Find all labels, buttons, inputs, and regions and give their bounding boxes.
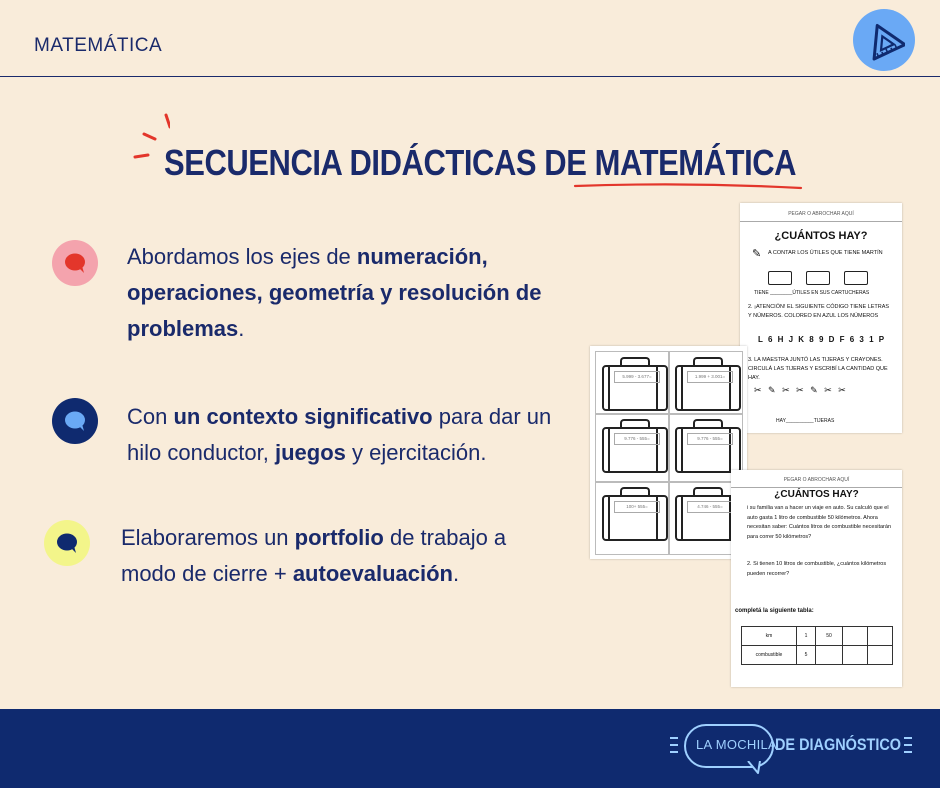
table-cell <box>868 646 893 665</box>
suitcase-card <box>598 415 674 475</box>
speech-bubble-icon <box>55 531 79 555</box>
suitcase-card-label: 1.999 + 3.001= <box>687 371 733 383</box>
worksheet3-caption: completá la siguiente tabla: <box>735 608 814 614</box>
bullet-3-segment: portfolio <box>294 525 384 550</box>
bullet-1-segment: numeración, operaciones, geometría y resolución de problemas <box>127 244 542 341</box>
suitcase-card <box>598 483 674 543</box>
worksheet-preview-1 <box>740 203 902 433</box>
bullet-1-segment: . <box>238 316 245 341</box>
pencil-cases <box>764 263 874 285</box>
pencil-icon: ✎ <box>752 248 762 260</box>
set-square-icon <box>863 19 905 61</box>
table-cell <box>843 627 868 646</box>
worksheet3-p1: i su familia van a hacer un viaje en auto. Su calculó que el auto gasta 1 litro de combustible 50 kilómetros. Ahora necesitan saber: Cuántos litros de combustible necesitarán para correr 50 kilómetros? <box>747 505 891 540</box>
bullet-2-segment: un contexto significativo <box>173 404 433 429</box>
table-cell <box>868 627 893 646</box>
suitcase-card <box>671 353 747 413</box>
bullet-text-3 <box>121 520 551 592</box>
worksheet3-title: ¿CUÁNTOS HAY? <box>774 489 859 500</box>
bullet-3-segment: autoevaluación <box>292 561 453 586</box>
bullet-3-segment: . <box>452 561 460 586</box>
bullet-text-1 <box>127 239 577 347</box>
suitcase-card-label: 5.999 - 3.677= <box>614 371 660 383</box>
page-title <box>164 142 796 184</box>
speech-bubble-icon <box>63 251 87 275</box>
bullet-icon-3 <box>44 520 90 566</box>
title-underline <box>573 180 803 192</box>
worksheet1-q3b: HAY__________TIJERAS <box>776 418 835 424</box>
bullet-icon-1 <box>52 240 98 286</box>
suitcase-card-label: 9.776 - 555= <box>614 433 660 445</box>
title-part1: SECUENCIA DIDÁCTICAS DE <box>164 142 595 183</box>
table-cell <box>843 646 868 665</box>
worksheet3-p2: 2. Si tienen 10 litros de combustible, ¿cuántos kilómetros pueden recorrer? <box>747 561 887 577</box>
table-cell: km <box>742 627 797 646</box>
bullet-1-segment: Abordamos los ejes de <box>127 244 357 269</box>
suitcase-card-label: 4.746 - 555= <box>687 501 733 513</box>
worksheet1-q2: 2. ¡ATENCIÓN! EL SIGUIENTE CÓDIGO TIENE LETRAS Y NÚMEROS. COLOREO EN AZUL LOS NÚMEROS <box>748 304 890 319</box>
worksheet1-q1b: TIENE ________ÚTILES EN SUS CARTUCHERAS <box>754 290 870 296</box>
bullet-2-segment: para dar un hilo conductor, <box>127 404 552 465</box>
table-cell: 5 <box>797 646 816 665</box>
table-cell <box>816 646 843 665</box>
brand-right-text: DE DIAGNÓSTICO <box>775 735 902 754</box>
brand-dash-right <box>902 730 916 760</box>
scissors-row: ✂ ✎ ✂ ✂ ✎ ✂ ✂ <box>754 385 848 395</box>
bullet-text-2 <box>127 399 557 471</box>
brand-dash-left <box>668 730 682 760</box>
subject-label: MATEMÁTICA <box>34 35 163 56</box>
bullet-2-segment: juegos <box>274 440 346 465</box>
logo-badge <box>853 9 915 71</box>
bullet-2-segment: y ejercitación. <box>345 440 487 465</box>
table-cell: 1 <box>797 627 816 646</box>
brand-left-text: LA MOCHILA <box>696 737 778 752</box>
page-title-block <box>130 110 810 200</box>
suitcase-card-label: 100+ 555= <box>614 501 660 513</box>
bullet-icon-2 <box>52 398 98 444</box>
worksheet1-q3: 3. LA MAESTRA JUNTÓ LAS TIJERAS Y CRAYONES. CIRCULÁ LAS TIJERAS Y ESCRIBÍ LA CANTIDAD QUE HAY. <box>748 357 888 381</box>
worksheet3-header: PEGAR O ABROCHAR AQUÍ <box>731 477 902 488</box>
suitcase-card-label: 9.776 - 555= <box>687 433 733 445</box>
suitcase-card <box>671 415 747 475</box>
worksheet1-title: ¿CUÁNTOS HAY? <box>774 230 868 242</box>
header-bar <box>0 0 940 77</box>
bubble-tail <box>746 761 766 775</box>
worksheet1-q1: A CONTAR LOS ÚTILES QUE TIENE MARTÍN <box>768 250 883 256</box>
worksheet1-header: PEGAR O ABROCHAR AQUÍ <box>740 211 902 222</box>
speech-bubble-icon <box>63 409 87 433</box>
brand-logo <box>676 724 916 772</box>
table-cell: combustible <box>742 646 797 665</box>
bullet-3-segment: de trabajo a modo de cierre + <box>121 525 507 586</box>
suitcase-card <box>598 353 674 413</box>
worksheet-preview-3 <box>731 470 902 687</box>
table-cell: 50 <box>816 627 843 646</box>
worksheet1-code: L 6 H J K 8 9 D F 6 3 1 P <box>758 335 886 344</box>
title-highlight: MATEMÁTICA <box>594 142 797 183</box>
bullet-2-segment: Con <box>127 404 174 429</box>
bullet-3-segment: Elaboraremos un <box>121 525 295 550</box>
worksheet3-table <box>741 626 893 665</box>
worksheet-preview-2 <box>590 346 747 559</box>
